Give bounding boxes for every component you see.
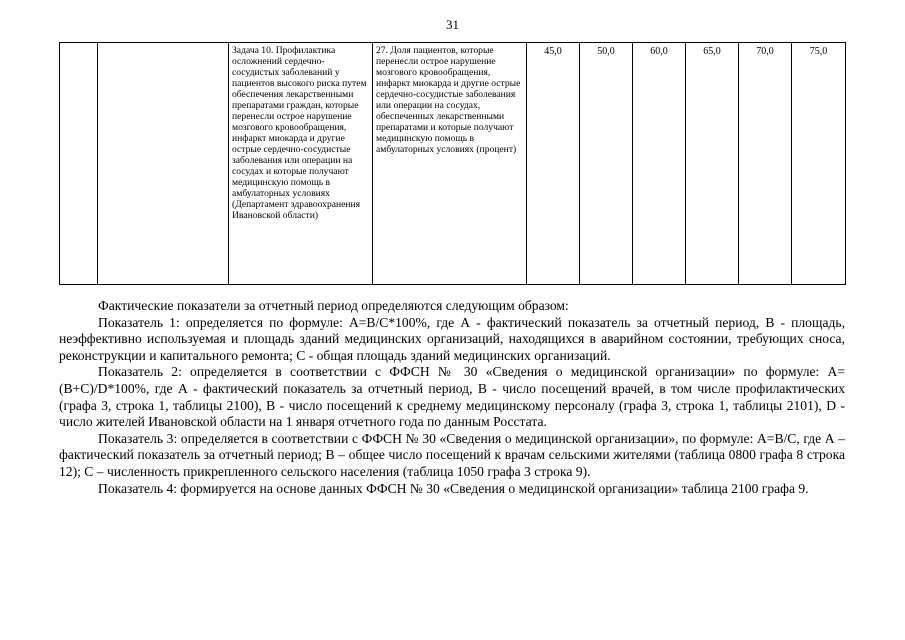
table-row — [60, 43, 846, 285]
table-cell-value: 75,0 — [792, 43, 846, 285]
paragraph-indicator-4: Показатель 4: формируется на основе данных ФФСН № 30 «Сведения о медицинской организации» таблица 2100 графа 9. — [98, 480, 809, 496]
table-cell-value: 50,0 — [580, 43, 633, 285]
page-number: 31 — [446, 17, 459, 32]
table-cell-empty-1 — [60, 43, 98, 285]
paragraph-indicator-1: Показатель 1: определяется по формуле: А=В/С*100%, где А - фактический показатель за отчетный период, В - площадь, неэффективно используемая и площадь зданий медицинских организаций, находящихся в аварийном состоянии, требующих сноса, реконструкции и капитального ремонта; С - общая площадь зданий медицинских организаций. — [59, 314, 845, 363]
program-table — [59, 42, 846, 285]
paragraph-indicator-3: Показатель 3: определяется в соответствии с ФФСН № 30 «Сведения о медицинской организации», по формуле: А=В/С, где А – фактический показатель за отчетный период; В – общее число посещений к врачам сельскими жителями (таблица 0800 графа 8 строка 12); С – численность прикрепленного сельского населения (таблица 1050 графа 3 строка 9). — [59, 430, 845, 479]
paragraph-intro: Фактические показатели за отчетный период определяются следующим образом: — [98, 298, 569, 313]
body-text — [59, 298, 845, 497]
table-cell-value: 60,0 — [633, 43, 686, 285]
table-cell-value: 65,0 — [686, 43, 739, 285]
table-cell-value: 45,0 — [527, 43, 580, 285]
table-cell-empty-2 — [98, 43, 229, 285]
paragraph-indicator-2: Показатель 2: определяется в соответствии с ФФСН № 30 «Сведения о медицинской организации» по формуле: А=(В+С)/D*100%, где А - фактический показатель за отчетный период, В - число посещений врачей, в том числе профилактических (графа 3, строка 1, таблицы 2100), В - число посещений к среднему медицинскому персоналу (графа 3, строка 1, таблицы 2101), D - число жителей Ивановской области на 1 января отчетного года по данным Росстата. — [59, 364, 845, 430]
table-cell-indicator: 27. Доля пациентов, которые перенесли острое нарушение мозгового кровообращения, инфаркт миокарда и другие острые сердечно-сосудистые заболевания или операции на сосудах, обеспеченных лекарственными препаратами и которые получают медицинскую помощь в амбулаторных условиях (процент) — [373, 43, 527, 285]
table-cell-task: Задача 10. Профилактика осложнений сердечно-сосудистых заболеваний у пациентов высокого риска путем обеспечения лекарственными препаратами граждан, которые перенесли острое нарушение мозгового кровообращения, инфаркт миокарда и другие острые сердечно-сосудистые заболевания или операции на сосудах и которые получают медицинскую помощь в амбулаторных условиях (Департамент здравоохранения Ивановской области) — [229, 43, 373, 285]
table-cell-value: 70,0 — [739, 43, 792, 285]
